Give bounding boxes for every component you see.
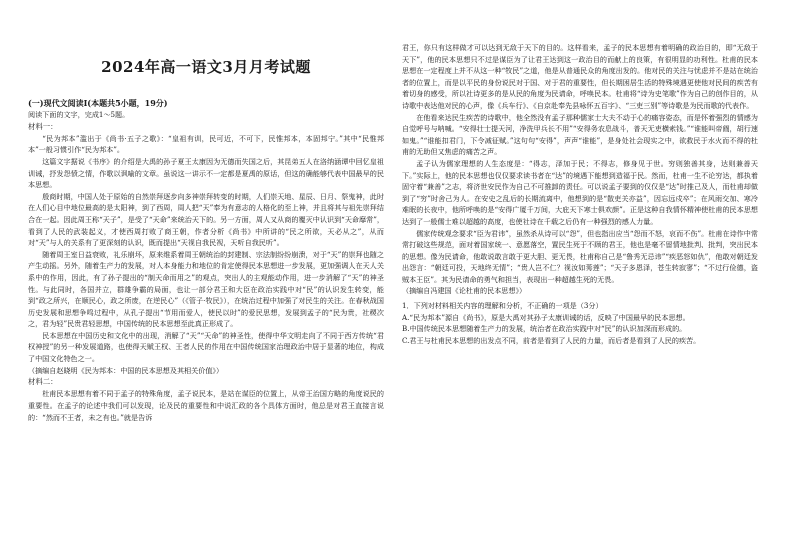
option-c: C.君王与杜甫民本思想的出发点不同，前者是看到了人民的力量，而后者是看到了人民的疾苦。 (402, 335, 701, 345)
right-paragraph: 孟子认为儒家理想的人生态度是：“得志，泽加于民；不得志，修身见于世。穷则独善其身，达则兼善天下。”实际上，他的民本思想也仅仅要求读书者在“达”的境遇下能想到造福于民。然而，杜甫一生不论穷达，都执着固守着“兼善”之志，将济世安民作为自己不可推卸的责任。可以说孟子要到的仅仅是“达”时推己及人，而杜甫却做到了“穷”时舍己为人。在安史之乱后的长期流离中，他想到的是“散吏关亦益”，因忘远戍卒”；在风雨交加、寒冷难眠的长夜中，他所呼唤的是“安得广厦千万间，大庇天下寒士俱欢颜”。正是这种自我情怀精神使杜甫的民本思想达到了一般儒士难以超越的高度，也使社诗在千载之后仍有一种强烈的感人力量。 (402, 158, 758, 226)
page-title: 2024年高一语文3月月考试题 (101, 58, 311, 76)
left-paragraph: 这篇文字据说《书序》的介绍是大禹的孙子夏王太康因为无德而失国之后，其昆弟五人在洛纳涵谭中回忆皇祖训诫，抒发怨愤之情，作歌以讽喻的文章。虽说这一讲示不一定都是夏禹的原话，但这的确能够代表中国最早的民本思想。 (28, 156, 384, 190)
option-b: B.中国传统民本思想随着生产力的发展，统治者在政治实践中对“民”的认识加深而形成的。 (402, 324, 687, 334)
left-paragraph: 随着周王室日益衰败，礼乐崩坏，原来维系着周王朝统治的封建制、宗法制纷纷崩溃，对于“天”的崇拜也随之产生动摇。另外，随着生产力的发展，对人本身能力和地位的肯定使得民本思想进一步发展，更加强调人在天人关系中的作用，因此，有了孙子提出的“制天命而用之”的观点，突出人的主观能动作用，进一步消解了“天”的神圣性。与此同时，各国并立，群雄争霸的局面，也让一部分君王和大臣在政治实践中对“民”的认识发生转变，能到“政之所兴，在顺民心，政之所废，在逆民心”（《管子·牧民》），在统治过程中加强了对民生的关注。在春秋战国历史发展和思想争鸣过程中，从孔子提出“节用而爱人，使民以时”的爱民思想，发展到孟子的“民为贵，社稷次之，君为轻”民贵君轻思想，中国传统的民本思想至此真正形成了。 (28, 249, 384, 329)
left-paragraph: 杜甫民本思想有着不同于孟子的特殊角度，孟子说民本，是站在谋臣的位置上，从帝王治国方略的角度说民的重要性。在孟子的论述中我们可以发现，论及民的重要性和中说汇政的各个具体方面时，他总是对君王直接言说的：“然而不王者，未之有也。”就是告诉 (28, 389, 384, 422)
right-paragraph: 君王，你只有这样做才可以达到无敌于天下的目的。这样看来，孟子的民本思想有着明确的政治目的，即“无敌于天下”，他的民本思想只不过是谋臣为了让君王达到这一政治目的而献上的良策，有很明显的功利性。杜甫的民本思想在一定程度上并不从这一种“牧民”之道，他是从普通民众的角度出发的。他对民的关注与忧虑并不是站在统治者的位置上，而是以平民的身份说民对于国、对于君的重要性，但长期困居生活的特殊境遇更使他对民间的疾苦有着切身的感受，所以社诗更多的是从民的角度为民请命，呼唤民本。杜甫将“诗为史笔歌”作为自己的创作目的，从诗歌中表达他对民的心声，像《兵车行》、《自京赴奉先县咏怀五百字》、“三吏三别”等诗歌是为民而歌的代表作。 (402, 43, 758, 110)
option-a: A.“民为邦本”源自《尚书》，原是大禹对其孙子太康训诫的话，反映了中国最早的民本思想。 (402, 312, 690, 322)
right-paragraph: 儒家传统观念要求“臣为君讳”，虽然杀从诗可以“怨”，但也指出应当“怨而不怒，哀而不伤”。杜甫在诗作中常常打破这些规范，面对着国家统一、意愿落空，置民生死于不顾的君王，他也是毫不留情地批判、批判，突出民本的思想。像为民请命，他敢说敢言敢于更大胆、更无畏，杜甫称自己是“鲁秀无忌讳”“疾恶怒如仇”，他敢对朝廷发出怨言：“朝廷可投，天地终无情”；“贵人岂不仁？视汝如莠莲”；“天子多恩泽，苍生转寂寥”；“不过行俭德，盗贼本王臣”。其为民请命的勇气和担当，表现出一种超越生死的无畏。 (402, 228, 758, 284)
question-1: 1．下列对材料相关内容的理解和分析，不正确的一项是（3分） (402, 301, 603, 311)
material-2-label: 材料二： (28, 377, 58, 387)
right-paragraph: 在他看来达民生疾苦的诗歌中，他全然没有孟子那种儒家士大夫不动于心的痛容姿态，而是怀着强烈的情感为自觉呼号与呐喊。“安得壮士提天河，净洗甲兵长不用”“安得务农息战斗，普天无吏横索钱。”“谁能叫帝阍，胡行速如鬼。”“谁能扣君门，下令减征赋。”这句句“安得”，声声“谁能”，是身处社会现实之中，欲救民于水火而不得的杜甫的无助但又焦虑的痛苦之声。 (402, 112, 758, 157)
source-2: （摘编自冯建国《论杜甫的民本思想》） (402, 286, 527, 296)
left-column (28, 97, 384, 423)
right-column (402, 42, 758, 346)
left-paragraph: 殷商时期，中国人处于原始的自然崇拜逐步向多神崇拜转变的时期，人们崇天地、星辰、日月、祭鬼神，此时在人们心目中地位最高的是太阳神，到了西周，周人把“天”奉为有意志的人格化的至上神，并且将其与祖先崇拜结合在一起。因此周王称“天子”，是受了“天命”来统治天下的。另一方面，周人又从商的覆灭中认识到“天命靡常”，看到了人民的武装起义，才使西周打败了商王朝，作者分析《尚书》中所讲的“民之所欲，天必从之”，从而对“天”与人的关系有了更深刻的认识，既而提出“天视自我民视，天听自我民听”。 (28, 191, 384, 248)
source-1: （摘编自赵晓明《民为邦本：中国的民本思想及其相关价值》） (28, 365, 224, 375)
instruction: 阅读下面的文字，完成1～5题。 (28, 110, 130, 119)
left-paragraph: 民本思想在中国历史和文化中的出现，消解了“天”“天命”的神圣性，使得中华文明走向了不同于西方传统“君权神授”的另一种发展道路，也使得天赋王权、王者人民的作用在中国传统国家治理政治中居于显著的地位，构成了中国文化特色之一。 (28, 330, 384, 364)
material-1-label: 材料一： (28, 121, 58, 131)
section-heading: (一)现代文阅读Ⅰ(本题共5小题，19分) (28, 98, 168, 108)
left-paragraph: “民为邦本”滥出于《尚书·五子之歌》：“皇祖有训，民可近，不可下，民惟邦本，本固邦宁。”其中“民惟邦本”一般习惯引作“民为邦本”。 (28, 133, 384, 155)
